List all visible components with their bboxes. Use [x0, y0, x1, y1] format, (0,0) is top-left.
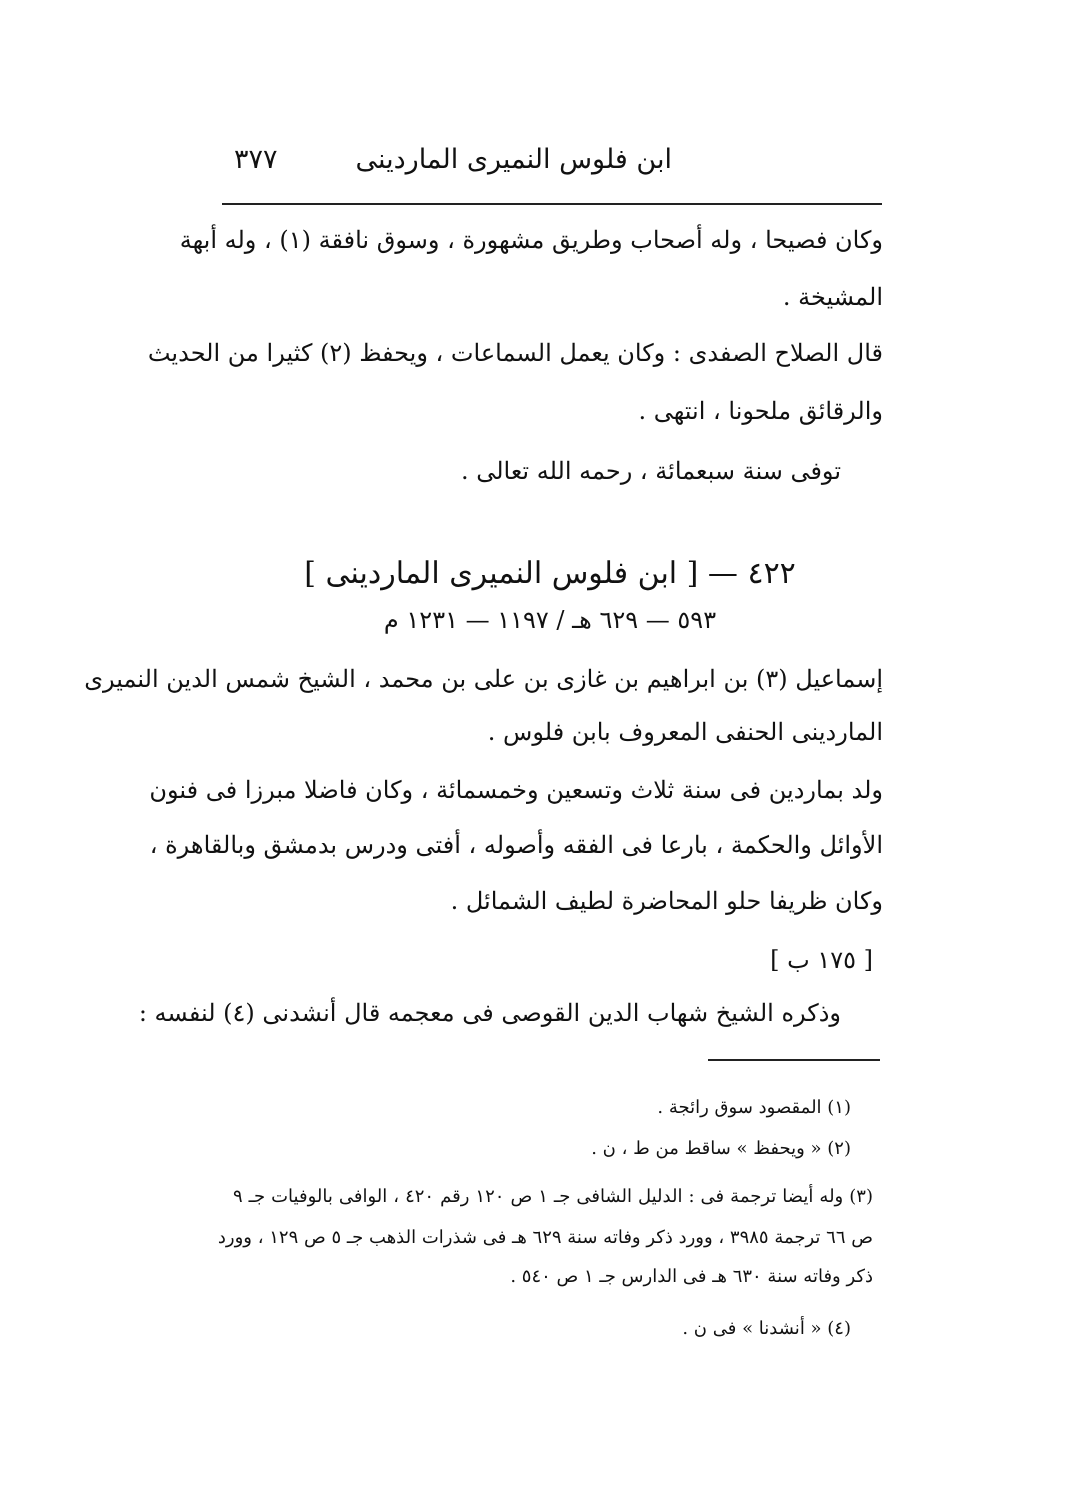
header-rule	[222, 203, 882, 205]
running-header	[222, 140, 882, 188]
footnote: (٤) « أنشدنا » فى ن .	[682, 1318, 851, 1339]
body-line: توفى سنة سبعمائة ، رحمه الله تعالى .	[460, 457, 841, 485]
body-line: المشيخة .	[782, 283, 883, 311]
footnote: (٢) « ويحفظ » ساقط من ط ، ن .	[591, 1138, 851, 1159]
running-title: ابن فلوس النميرى الماردينى	[355, 144, 672, 175]
entry-line: الأوائل والحكمة ، بارعا فى الفقه وأصوله ، أفتى ودرس بدمشق وبالقاهرة ،	[149, 831, 883, 859]
folio-marker: [ ١٧٥ ب ]	[770, 946, 873, 974]
entry-line: الماردينى الحنفى المعروف بابن فلوس .	[487, 718, 883, 746]
footnote: (٣) وله أيضا ترجمة فى : الدليل الشافى جـ ١ ص ١٢٠ رقم ٤٢٠ ، الوافى بالوفيات جـ ٩	[233, 1186, 873, 1207]
entry-line: وذكره الشيخ شهاب الدين القوصى فى معجمه قال أنشدنى (٤) لنفسه :	[138, 999, 841, 1027]
entry-line: ولد بماردين فى سنة ثلاث وتسعين وخمسمائة ، وكان فاضلا مبرزا فى فنون	[149, 776, 883, 804]
body-line: والرقائق ملحونا ، انتهى .	[638, 397, 883, 425]
entry-line: وكان ظريفا حلو المحاضرة لطيف الشمائل .	[450, 887, 883, 915]
entry-line: إسماعيل (٣) بن ابراهيم بن غازى بن على بن محمد ، الشيخ شمس الدين النميرى	[84, 665, 883, 693]
footnote: (١) المقصود سوق رائجة .	[657, 1097, 851, 1118]
body-line: وكان فصيحا ، وله أصحاب وطريق مشهورة ، وسوق نافقة (١) ، وله أبهة	[179, 226, 883, 254]
footnote: ذكر وفاته سنة ٦٣٠ هـ فى الدارس جـ ١ ص ٥٤٠ .	[510, 1266, 873, 1287]
footnote-rule	[708, 1059, 880, 1061]
entry-heading: ٤٢٢ — [ ابن فلوس النميرى الماردينى ]	[304, 556, 796, 591]
entry-dates: ٥٩٣ — ٦٢٩ هـ / ١١٩٧ — ١٢٣١ م	[383, 606, 717, 634]
footnote: ص ٦٦ ترجمة ٣٩٨٥ ، وورد ذكر وفاته سنة ٦٢٩ هـ فى شذرات الذهب جـ ٥ ص ١٢٩ ، وورد	[217, 1227, 873, 1248]
body-line: قال الصلاح الصفدى : وكان يعمل السماعات ، ويحفظ (٢) كثيرا من الحديث	[147, 339, 883, 367]
page-number: ٣٧٧	[234, 144, 278, 175]
